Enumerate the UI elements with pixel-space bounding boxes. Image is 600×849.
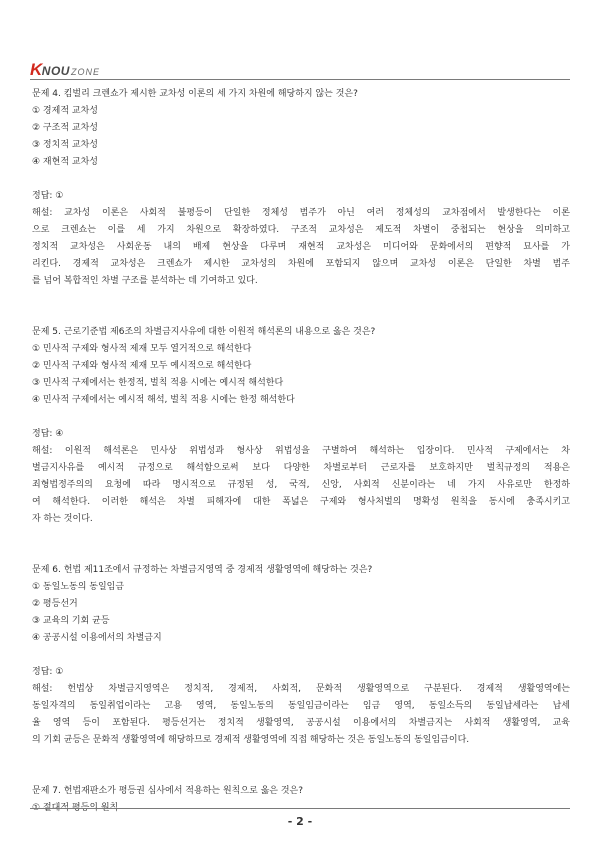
header <box>30 60 570 80</box>
q4-explanation-line: 정치적 교차성은 사회운동 내의 배제 현상을 다루며 재현적 교차성은 미디어와 문화에서의 편향적 묘사를 가 <box>32 242 570 252</box>
header-divider <box>30 79 570 80</box>
q5-explanation-line: 별금지사유를 예시적 규정으로 해석함으로써 보다 다양한 차별로부터 근로자를 보호하지만 벌칙규정의 적용은 <box>32 463 570 473</box>
q6-explanation-line: 동일자격의 동일취업이라는 고용 영역, 동일노동의 동일임금이라는 임금 영역, 동일소득의 동일납세라는 납세 <box>32 701 570 711</box>
q4-explanation-line: 해설: 교차성 이론은 사회적 불평등이 단일한 정체성 범주가 아닌 여러 정체성의 교차점에서 발생한다는 이론 <box>32 208 570 218</box>
question-4: 문제 4. 킴벌리 크렌쇼가 제시한 교차성 이론의 세 가지 차원에 해당하지 않는 것은? <box>32 89 358 99</box>
q4-answer: 정답: ① <box>32 191 64 201</box>
q6-option-1: ① 동일노동의 동일임금 <box>32 582 125 592</box>
q6-explanation-line: 해설: 헌법상 차별금지영역은 정치적, 경제적, 사회적, 문화적 생활영역으로 구분된다. 경제적 생활영역에는 <box>32 684 570 694</box>
footer-divider <box>30 808 570 809</box>
q5-explanation-line: 죄형법정주의의 요청에 따라 명시적으로 규정된 성, 국적, 신앙, 사회적 신분이라는 네 가지 사유로만 한정하 <box>32 480 570 490</box>
page-number: - 2 - <box>287 815 313 828</box>
q6-option-3: ③ 교육의 기회 균등 <box>32 616 110 626</box>
question-5: 문제 5. 근로기준법 제6조의 차별금지사유에 대한 이원적 해석론의 내용으로 옳은 것은? <box>32 327 376 337</box>
q5-explanation-line: 해설: 이원적 해석론은 민사상 위법성과 형사상 위법성을 구별하여 해석하는 입장이다. 민사적 구제에서는 차 <box>32 446 570 456</box>
q5-explanation-line: 자 하는 것이다. <box>32 514 93 524</box>
q4-option-2: ② 구조적 교차성 <box>32 123 98 133</box>
q5-option-2: ② 민사적 구제와 형사적 제재 모두 예시적으로 해석한다 <box>32 361 252 371</box>
logo-letter-k: K <box>30 60 42 79</box>
logo-letters-zone: ZONE <box>70 67 100 77</box>
q6-explanation-line: 율 영역 등이 포함된다. 평등선거는 정치적 생활영역, 공공시설 이용에서의 차별금지는 사회적 생활영역, 교육 <box>32 718 570 728</box>
q7-option-1: ① 절대적 평등의 원칙 <box>32 803 119 813</box>
q6-option-2: ② 평등선거 <box>32 599 78 609</box>
q5-option-3: ③ 민사적 구제에서는 한정적, 벌칙 적용 시에는 예시적 해석한다 <box>32 378 284 388</box>
logo-letters-nou: NOU <box>41 64 70 78</box>
q6-option-4: ④ 공공시설 이용에서의 차별금지 <box>32 633 162 643</box>
q4-option-1: ① 경제적 교차성 <box>32 106 98 116</box>
q6-answer: 정답: ① <box>32 667 64 677</box>
q4-explanation-line: 리킨다. 경제적 교차성은 크렌쇼가 제시한 교차성의 차원에 포함되지 않으며 교차성 이론은 단일한 차별 범주 <box>32 259 570 269</box>
knouzone-logo <box>30 60 570 80</box>
q5-explanation-line: 여 해석한다. 이러한 해석은 차별 피해자에 대한 폭넓은 구제와 형사처벌의 명확성 원칙을 동시에 충족시키고 <box>32 497 570 507</box>
question-6: 문제 6. 헌법 제11조에서 규정하는 차별금지영역 중 경제적 생활영역에 해당하는 것은? <box>32 565 373 575</box>
q4-option-3: ③ 정치적 교차성 <box>32 140 98 150</box>
question-7: 문제 7. 헌법재판소가 평등권 심사에서 적용하는 원칙으로 옳은 것은? <box>32 786 303 796</box>
q5-option-4: ④ 민사적 구제에서는 예시적 해석, 벌칙 적용 시에는 한정 해석한다 <box>32 395 295 405</box>
q5-option-1: ① 민사적 구제와 형사적 제재 모두 열거적으로 해석한다 <box>32 344 252 354</box>
q4-explanation-line: 으로 크렌쇼는 이를 세 가지 차원으로 확장하였다. 구조적 교차성은 제도적 차별이 중첩되는 현상을 의미하고 <box>32 225 570 235</box>
page-content <box>32 86 570 817</box>
q4-explanation-line: 를 넘어 복합적인 차별 구조를 분석하는 데 기여하고 있다. <box>32 276 258 286</box>
q5-answer: 정답: ④ <box>32 429 64 439</box>
q6-explanation-line: 의 기회 균등은 문화적 생활영역에 해당하므로 경제적 생활영역에 직접 해당하는 것은 동일노동의 동일임금이다. <box>32 735 470 745</box>
q4-option-4: ④ 재현적 교차성 <box>32 157 98 167</box>
